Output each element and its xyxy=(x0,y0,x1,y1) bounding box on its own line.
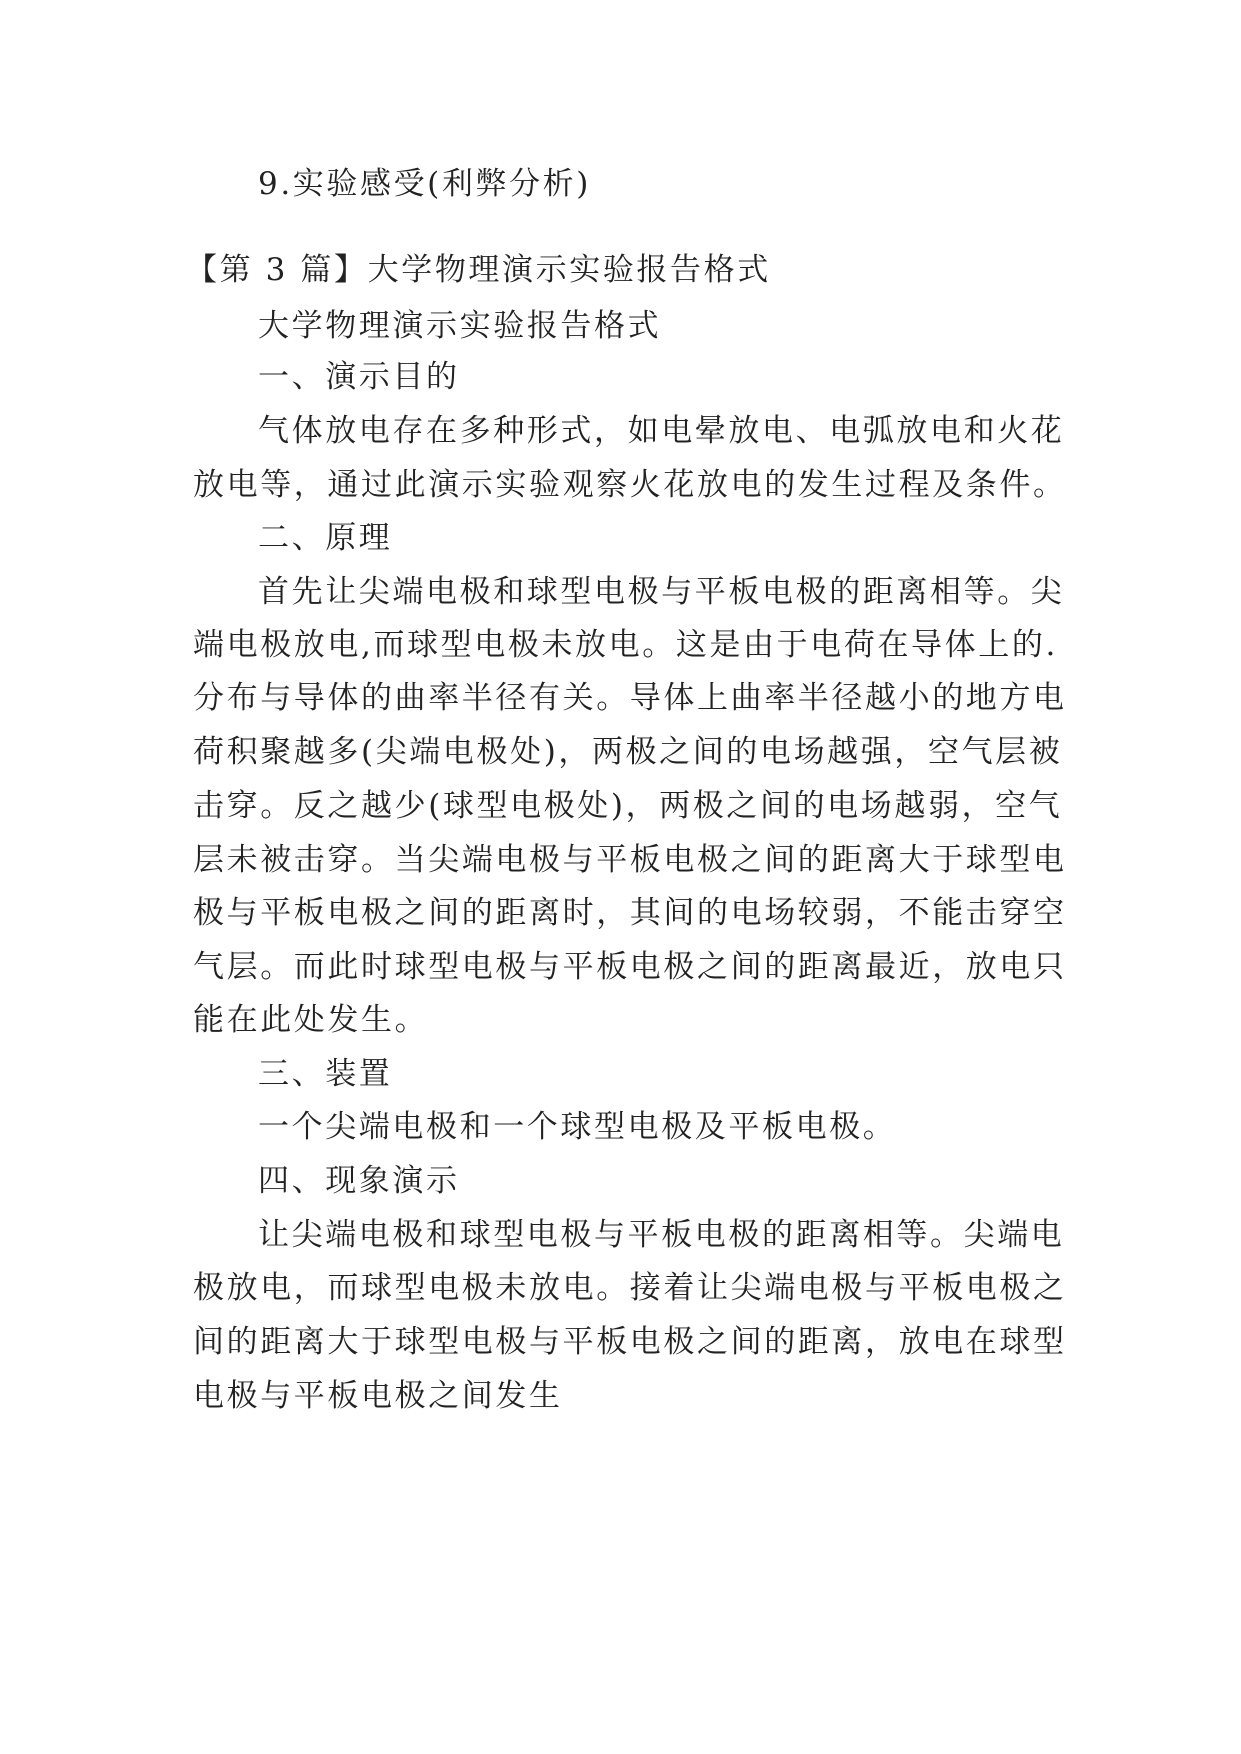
heading-purpose: 一、演示目的 xyxy=(258,359,460,395)
paragraph-line: 首先让尖端电极和球型电极与平板电极的距离相等。尖 xyxy=(258,574,1065,610)
section-item-9: 9.实验感受(利弊分析) xyxy=(258,166,591,202)
paragraph-line: 让尖端电极和球型电极与平板电极的距离相等。尖端电 xyxy=(258,1217,1065,1253)
paragraph-line: 气体放电存在多种形式，如电晕放电、电弧放电和火花 xyxy=(258,413,1065,449)
article-title: 【第 3 篇】大学物理演示实验报告格式 xyxy=(186,252,771,288)
paragraph-line: 能在此处发生。 xyxy=(193,1002,429,1038)
paragraph-line: 层未被击穿。当尖端电极与平板电极之间的距离大于球型电 xyxy=(193,842,1067,878)
paragraph-line: 极与平板电极之间的距离时，其间的电场较弱，不能击穿空 xyxy=(193,895,1067,931)
report-title: 大学物理演示实验报告格式 xyxy=(258,308,662,344)
heading-principle: 二、原理 xyxy=(258,520,393,556)
heading-apparatus: 三、装置 xyxy=(258,1056,393,1092)
paragraph-line: 间的距离大于球型电极与平板电极之间的距离，放电在球型 xyxy=(193,1324,1067,1360)
paragraph-line: 极放电，而球型电极未放电。接着让尖端电极与平板电极之 xyxy=(193,1270,1067,1306)
paragraph-line: 分布与导体的曲率半径有关。导体上曲率半径越小的地方电 xyxy=(193,680,1067,716)
paragraph-line: 电极与平板电极之间发生 xyxy=(193,1378,563,1414)
paragraph-line: 气层。而此时球型电极与平板电极之间的距离最近，放电只 xyxy=(193,949,1067,985)
paragraph-line: 放电等，通过此演示实验观察火花放电的发生过程及条件。 xyxy=(193,467,1067,503)
paragraph-line: 击穿。反之越少(球型电极处)，两极之间的电场越弱，空气 xyxy=(193,788,1063,824)
paragraph-line: 一个尖端电极和一个球型电极及平板电极。 xyxy=(258,1109,897,1145)
paragraph-line: 荷积聚越多(尖端电极处)，两极之间的电场越强，空气层被 xyxy=(193,734,1063,770)
heading-demonstration: 四、现象演示 xyxy=(258,1163,460,1199)
paragraph-line: 端电极放电,而球型电极未放电。这是由于电荷在导体上的. xyxy=(193,627,1058,663)
